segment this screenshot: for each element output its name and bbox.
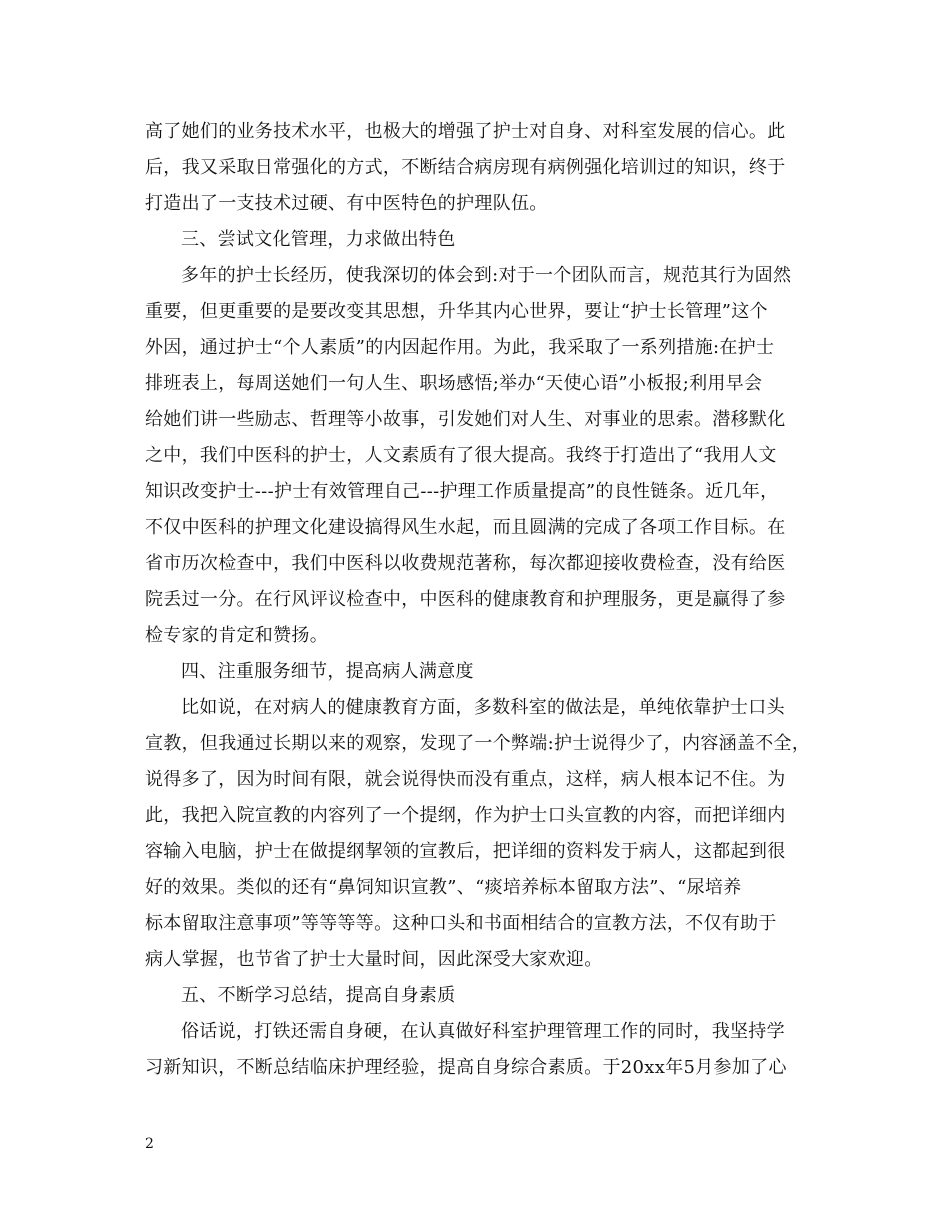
text-line: 比如说，在对病人的健康教育方面，多数科室的做法是，单纯依靠护士口头 bbox=[181, 697, 785, 718]
text-line: 知识改变护士---护士有效管理自己---护理工作质量提高”的良性链条。近几年， bbox=[145, 481, 779, 502]
text-line: 容输入电脑，护士在做提纲挈领的宣教后，把详细的资料发于病人，这都起到很 bbox=[145, 841, 786, 862]
text-line: 重要，但更重要的是要改变其思想，升华其内心世界，要让“护士长管理”这个 bbox=[145, 301, 768, 322]
section-heading: 五、不断学习总结，提高自身素质 bbox=[181, 985, 456, 1006]
text-line: 院丢过一分。在行风评议检查中，中医科的健康教育和护理服务，更是赢得了参 bbox=[145, 589, 786, 610]
text-line: 高了她们的业务技术水平，也极大的增强了护士对自身、对科室发展的信心。此 bbox=[145, 121, 786, 142]
text-line: 此，我把入院宣教的内容列了一个提纲，作为护士口头宣教的内容，而把详细内 bbox=[145, 805, 786, 826]
text-line: 说得多了，因为时间有限，就会说得快而没有重点，这样，病人根本记不住。为 bbox=[145, 769, 786, 790]
page-number: 2 bbox=[145, 1136, 154, 1152]
text-line: 检专家的肯定和赞扬。 bbox=[145, 625, 328, 646]
text-line: 外因，通过护士“个人素质”的内因起作用。为此，我采取了一系列措施:在护士 bbox=[145, 337, 775, 358]
text-line: 好的效果。类似的还有“鼻饲知识宣教”、“痰培养标本留取方法”、“尿培养 bbox=[145, 877, 742, 898]
section-heading: 三、尝试文化管理，力求做出特色 bbox=[181, 229, 456, 250]
section-heading: 四、注重服务细节，提高病人满意度 bbox=[181, 661, 474, 682]
text-line: 病人掌握，也节省了护士大量时间，因此深受大家欢迎。 bbox=[145, 949, 603, 970]
text-line: 打造出了一支技术过硬、有中医特色的护理队伍。 bbox=[145, 193, 548, 214]
text-line: 习新知识，不断总结临床护理经验，提高自身综合素质。于20xx年5月参加了心 bbox=[145, 1057, 787, 1078]
text-line: 俗话说，打铁还需自身硬，在认真做好科室护理管理工作的同时，我坚持学 bbox=[181, 1021, 785, 1042]
text-line: 后，我又采取日常强化的方式，不断结合病房现有病例强化培训过的知识，终于 bbox=[145, 157, 786, 178]
text-line: 之中，我们中医科的护士，人文素质有了很大提高。我终于打造出了“我用人文 bbox=[145, 445, 777, 466]
text-line: 省市历次检查中，我们中医科以收费规范著称，每次都迎接收费检查，没有给医 bbox=[145, 553, 786, 574]
text-line: 给她们讲一些励志、哲理等小故事，引发她们对人生、对事业的思索。潜移默化 bbox=[145, 409, 786, 430]
text-line: 排班表上，每周送她们一句人生、职场感悟;举办“天使心语”小板报;利用早会 bbox=[145, 373, 763, 394]
text-line: 标本留取注意事项”等等等等。这种口头和书面相结合的宣教方法，不仅有助于 bbox=[145, 913, 777, 934]
text-line: 宣教，但我通过长期以来的观察，发现了一个弊端:护士说得少了，内容涵盖不全， bbox=[145, 733, 811, 754]
text-line: 多年的护士长经历，使我深切的体会到:对于一个团队而言，规范其行为固然 bbox=[181, 265, 792, 286]
text-line: 不仅中医科的护理文化建设搞得风生水起，而且圆满的完成了各项工作目标。在 bbox=[145, 517, 786, 538]
